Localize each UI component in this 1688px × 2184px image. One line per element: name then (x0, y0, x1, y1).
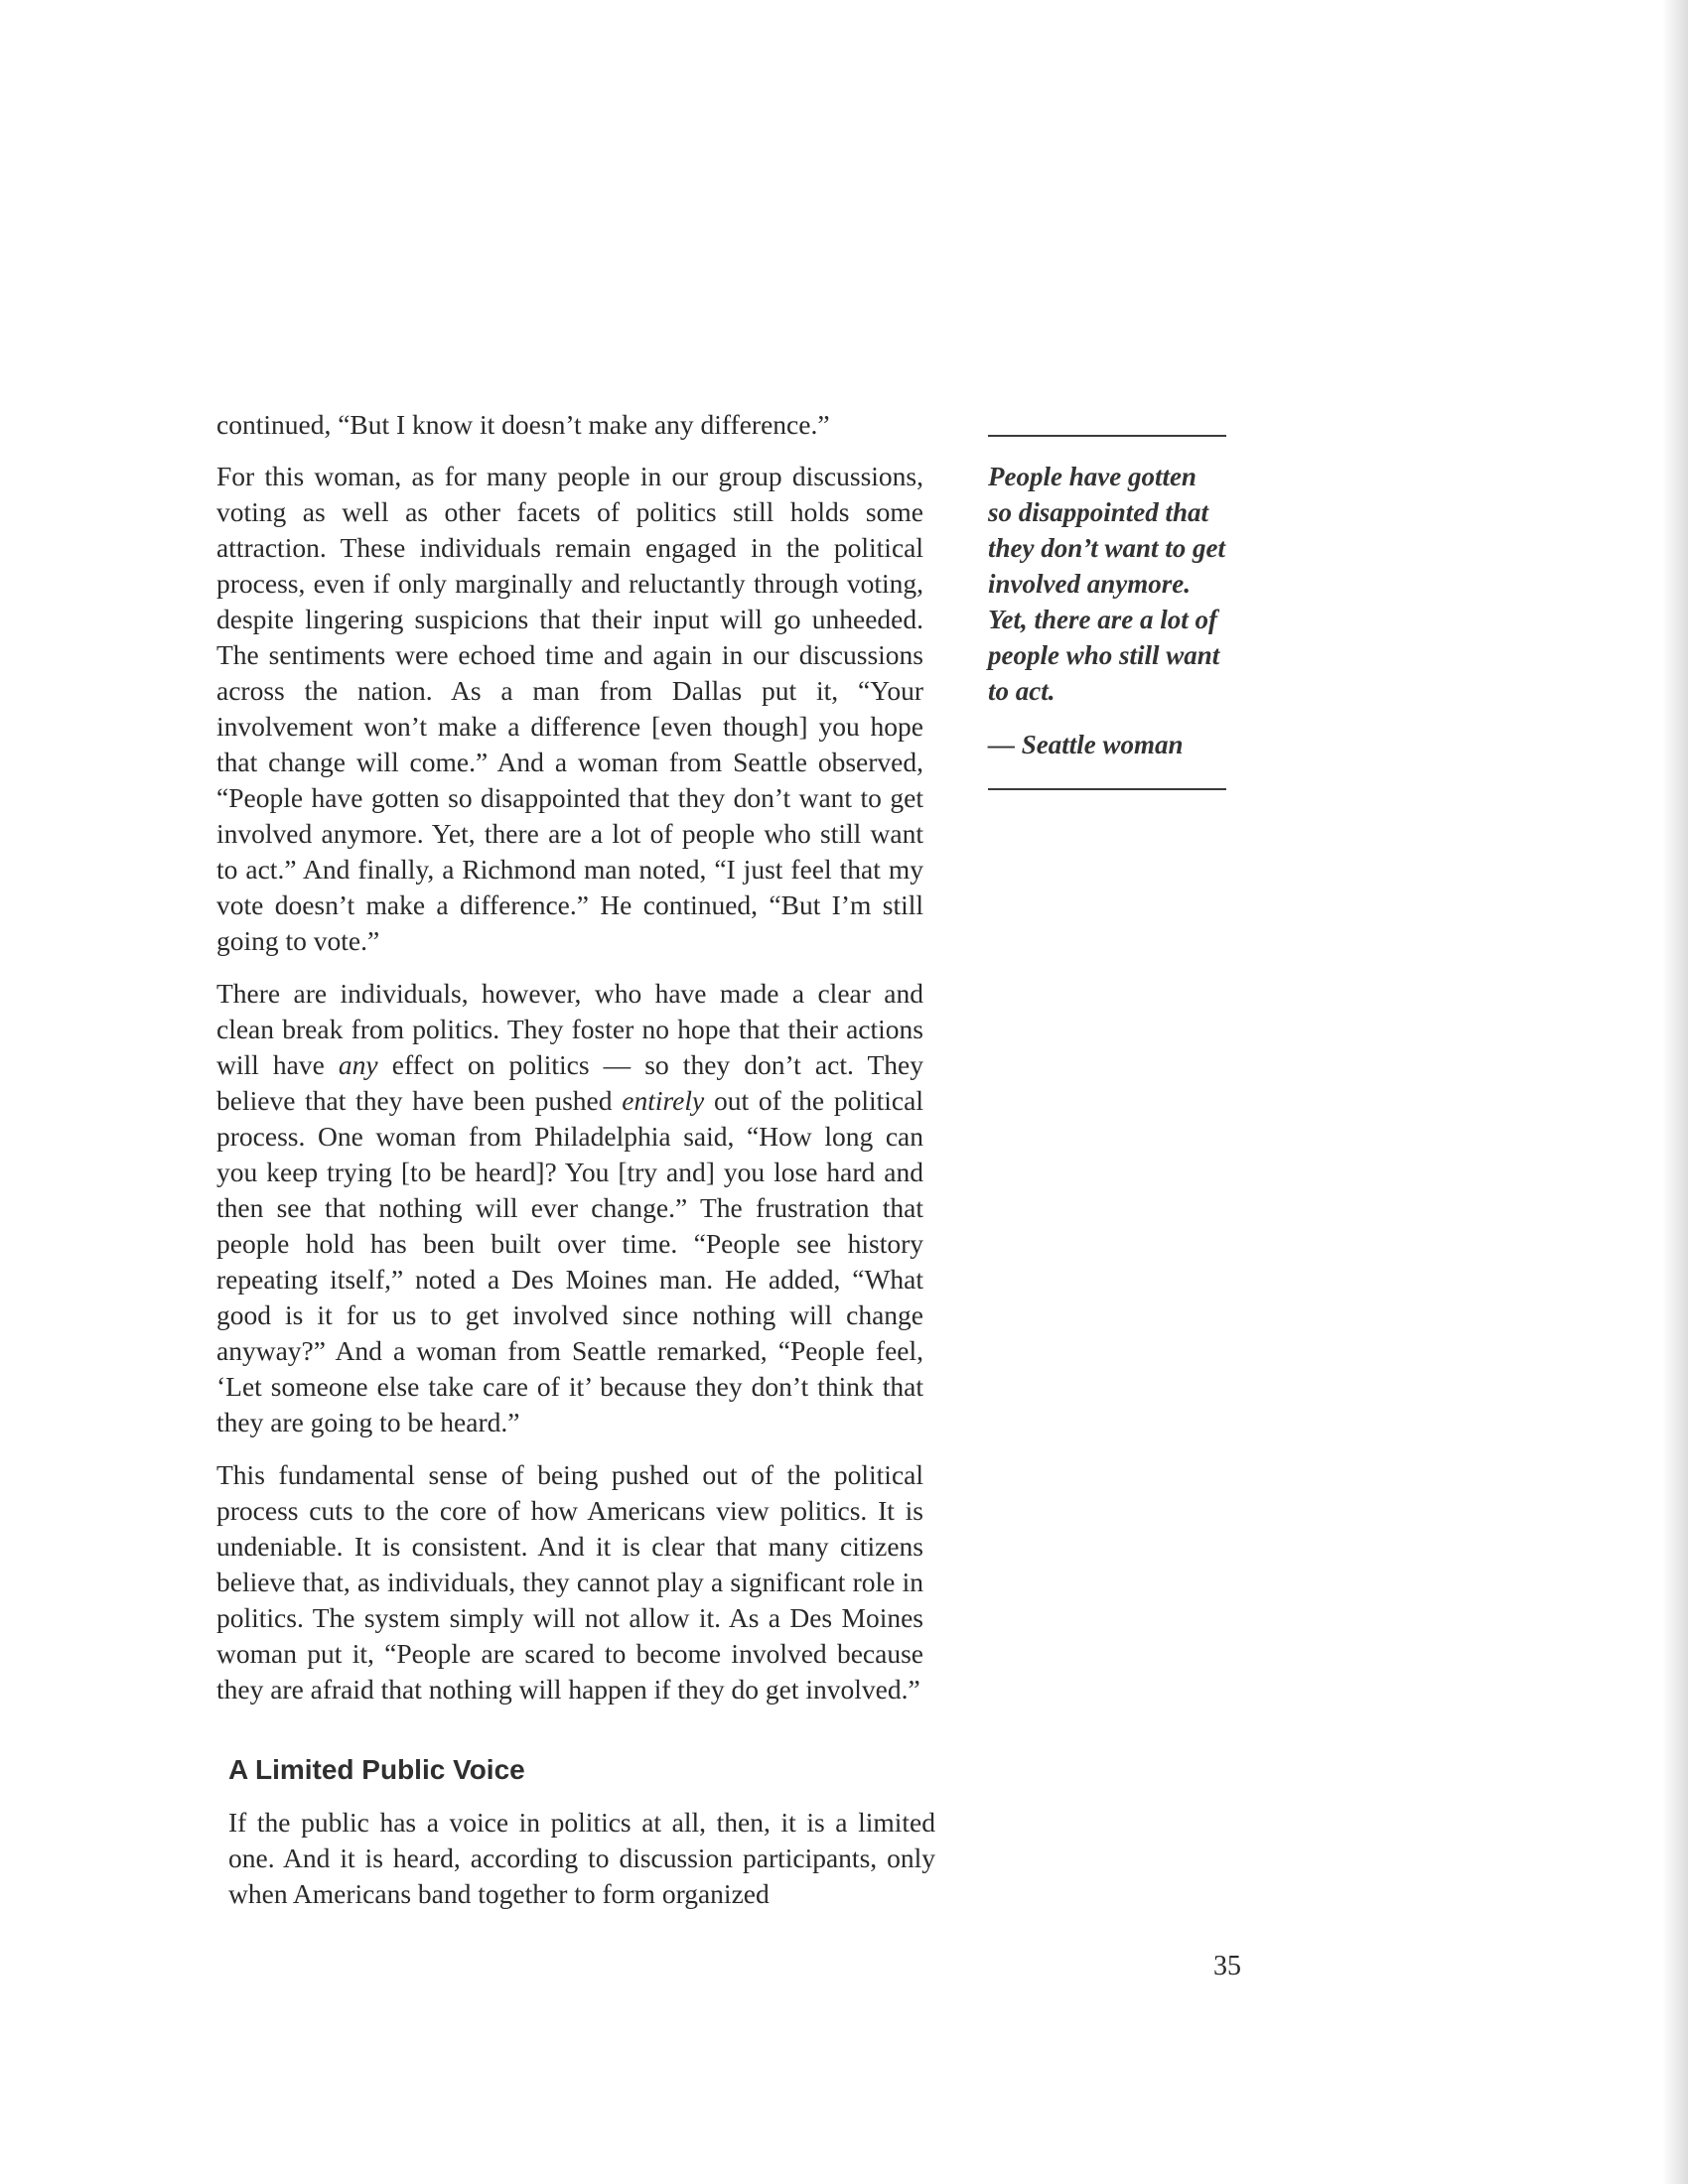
page-number: 35 (1213, 1951, 1241, 1981)
bottom-rule (988, 788, 1226, 790)
top-rule (988, 435, 1226, 437)
pull-quote-sidebar (988, 435, 1226, 790)
paragraph-text: There are individuals, however, who have made a clear and clean break from politics. They foster no hope that their actions will have (216, 978, 923, 1080)
section-heading: A Limited Public Voice (228, 1754, 525, 1785)
paragraph-voting-attraction: For this woman, as for many people in our group discussions, voting as well as other facets of politics still holds some attraction. These individuals remain engaged in the political process, even if only marginally and reluctantly through voting, despite lingering suspicions that their input will go unheeded. The sentiments were echoed time and again in our discussions across the nation. As a man from Dallas put it, “Your involvement won’t make a difference [even though] you hope that change will come.” And a woman from Seattle observed, “People have gotten so disappointed that they don’t want to get involved anymore. Yet, there are a lot of people who still want to act.” And finally, a Richmond man noted, “I just feel that my vote doesn’t make a difference.” He continued, “But I’m still going to vote.” (216, 461, 923, 956)
pull-quote-text: People have gotten so disappointed that they don’t want to get involved anymore. Yet, there are a lot of people who still want to act. (988, 462, 1226, 706)
paragraph-clean-break (216, 976, 923, 1440)
emphasis-entirely: entirely (622, 1085, 705, 1116)
main-text-column (216, 407, 935, 1929)
paragraph-limited-voice: If the public has a voice in politics at all, then, it is a limited one. And it is heard, according to discussion participants, only when Americans band together to form organized (228, 1807, 935, 1909)
paragraph-text: out of the political process. One woman from Philadelphia said, “How long can you keep trying [to be heard]? You [try and] you lose hard and then see that nothing will ever change.” The frustration that people hold has been built over time. “People see history repeating itself,” noted a Des Moines man. He added, “What good is it for us to get involved since nothing will change anyway?” And a woman from Seattle remarked, “People feel, ‘Let someone else take care of it’ because they don’t think that they are going to be heard.” (216, 1085, 923, 1437)
page-edge-shadow (1662, 0, 1688, 2184)
pull-quote-attribution: — Seattle woman (988, 730, 1184, 759)
paragraph-text: effect on politics — so they don’t act. They believe that they have been pushed (216, 1049, 923, 1116)
paragraph-pushed-out: This fundamental sense of being pushed out of the political process cuts to the core of how Americans view politics. It is undeniable. It is consistent. And it is clear that many citizens believe that, as individuals, they cannot play a significant role in politics. The system simply will not allow it. As a Des Moines woman put it, “People are scared to become involved because they are afraid that nothing will happen if they do get involved.” (216, 1459, 923, 1705)
emphasis-any: any (338, 1049, 378, 1080)
paragraph-continued: continued, “But I know it doesn’t make any difference.” (216, 409, 830, 440)
